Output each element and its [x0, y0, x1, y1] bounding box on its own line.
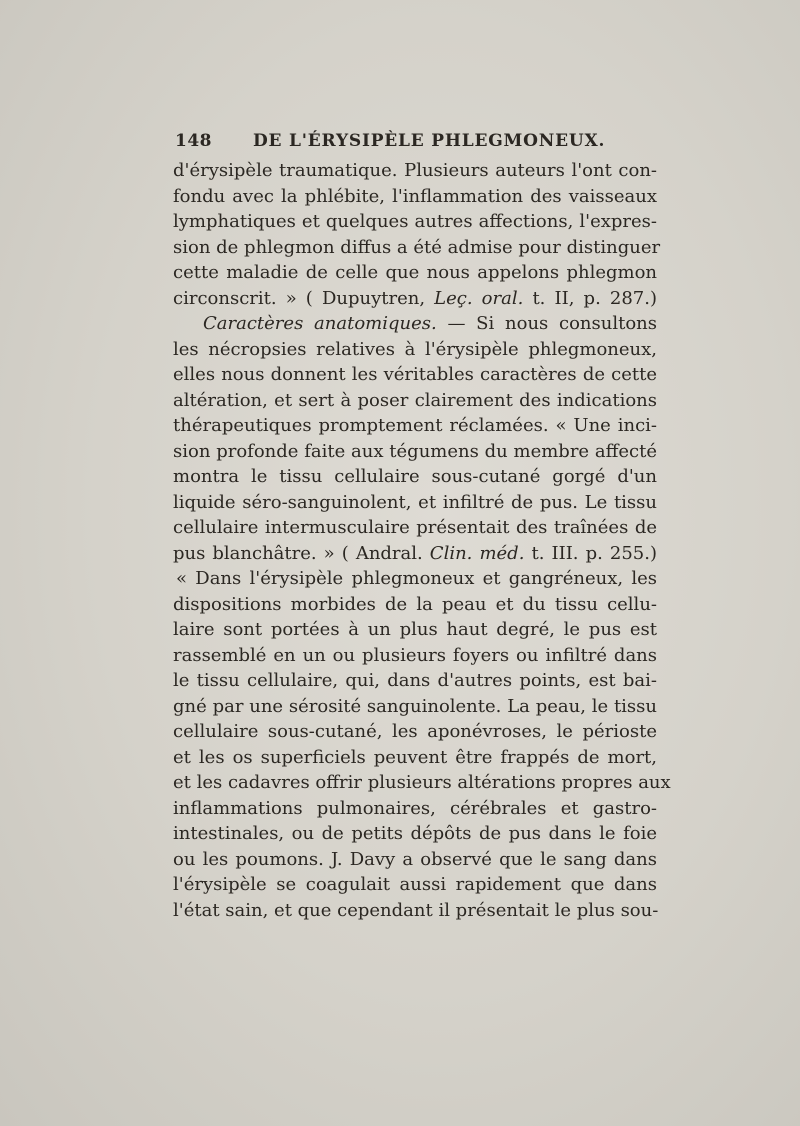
text-segment: le tissu cellulaire, qui, dans d'autres points, est bai- — [173, 670, 657, 691]
italic-text: Leç. oral. — [434, 287, 524, 309]
text-line — [173, 388, 657, 414]
text-segment: les nécropsies relatives à l'érysipèle phlegmoneux, — [173, 338, 657, 360]
italic-text: Caractères anatomiques. — [203, 313, 437, 334]
text-line — [173, 821, 657, 847]
text-segment: l'état sain, et que cependant il présentait le plus sou- — [173, 899, 659, 921]
text-line — [173, 847, 657, 873]
text-segment: et les os superficiels peuvent être frappés de mort, — [173, 746, 657, 768]
text-segment: t. II, p. 287.) — [523, 287, 658, 309]
text-line — [173, 362, 657, 388]
text-line — [173, 490, 657, 516]
text-segment: circonscrit. » ( Dupuytren, — [173, 287, 435, 309]
running-title: DE L'ÉRYSIPÈLE PHLEGMONEUX. — [253, 131, 606, 151]
text-segment: altération, et sert à poser clairement des indications — [173, 389, 657, 411]
body-text — [173, 158, 671, 923]
text-segment: rassemblé en un ou plusieurs foyers ou infiltré dans — [173, 644, 657, 666]
text-line — [173, 796, 657, 822]
text-line — [173, 311, 657, 337]
text-segment: intestinales, ou de petits dépôts de pus dans le foie — [173, 823, 657, 844]
text-line — [173, 668, 657, 694]
text-segment: fondu avec la phlébite, l'inflammation des vaisseaux — [173, 185, 657, 207]
running-header — [175, 131, 655, 155]
text-segment: dispositions morbides de la peau et du tissu cellu- — [173, 593, 657, 615]
text-line — [173, 413, 657, 439]
text-segment: montra le tissu cellulaire sous-cutané gorgé d'un — [173, 466, 657, 487]
text-line — [173, 439, 657, 465]
text-line — [173, 209, 657, 235]
text-line — [173, 592, 657, 618]
text-line — [173, 184, 657, 210]
text-line — [173, 770, 671, 796]
text-line — [173, 260, 657, 286]
text-line — [173, 286, 657, 312]
text-segment: thérapeutiques promptement réclamées. « Une inci- — [173, 415, 657, 436]
text-segment: l'érysipèle se coagulait aussi rapidement que dans — [173, 874, 657, 895]
text-segment: — Si nous consultons — [436, 313, 658, 334]
page-number: 148 — [175, 131, 212, 151]
text-segment: laire sont portées à un plus haut degré, le pus est — [173, 619, 657, 640]
text-line — [173, 464, 657, 490]
text-segment: d'érysipèle traumatique. Plusieurs auteurs l'ont con- — [173, 160, 657, 181]
text-line — [173, 643, 657, 669]
text-segment: sion profonde faite aux tégumens du membre affecté — [173, 440, 657, 462]
text-line — [173, 515, 657, 541]
text-segment: inflammations pulmonaires, cérébrales et gastro- — [173, 797, 657, 819]
text-line — [173, 337, 657, 363]
text-segment: lymphatiques et quelques autres affections, l'expres- — [173, 211, 657, 232]
text-segment: cellulaire sous-cutané, les aponévroses, le périoste — [173, 721, 657, 742]
text-line — [173, 745, 657, 771]
text-segment: elles nous donnent les véritables caractères de cette — [173, 364, 657, 385]
italic-text: Clin. méd. — [429, 542, 525, 564]
text-line — [173, 719, 657, 745]
text-line — [173, 898, 657, 924]
text-line — [173, 566, 657, 592]
text-segment: ou les poumons. J. Davy a observé que le sang dans — [173, 848, 657, 870]
text-line — [173, 872, 657, 898]
text-line — [173, 235, 661, 261]
text-segment: « Dans l'érysipèle phlegmoneux et gangréneux, les — [176, 568, 657, 589]
text-segment: gné par une sérosité sanguinolente. La peau, le tissu — [173, 695, 657, 717]
text-segment: et les cadavres offrir plusieurs altérations propres aux — [173, 772, 671, 793]
text-segment: cellulaire intermusculaire présentait des traînées de — [173, 517, 657, 538]
text-line — [173, 617, 657, 643]
text-segment: pus blanchâtre. » ( Andral. — [173, 542, 430, 564]
text-segment: t. III. p. 255.) — [524, 542, 657, 564]
text-segment: cette maladie de celle que nous appelons phlegmon — [173, 262, 657, 283]
text-segment: sion de phlegmon diffus a été admise pour distinguer — [173, 236, 661, 258]
text-line — [173, 541, 657, 567]
text-segment: liquide séro-sanguinolent, et infiltré de pus. Le tissu — [173, 491, 657, 513]
text-line — [173, 158, 657, 184]
text-line — [173, 694, 657, 720]
